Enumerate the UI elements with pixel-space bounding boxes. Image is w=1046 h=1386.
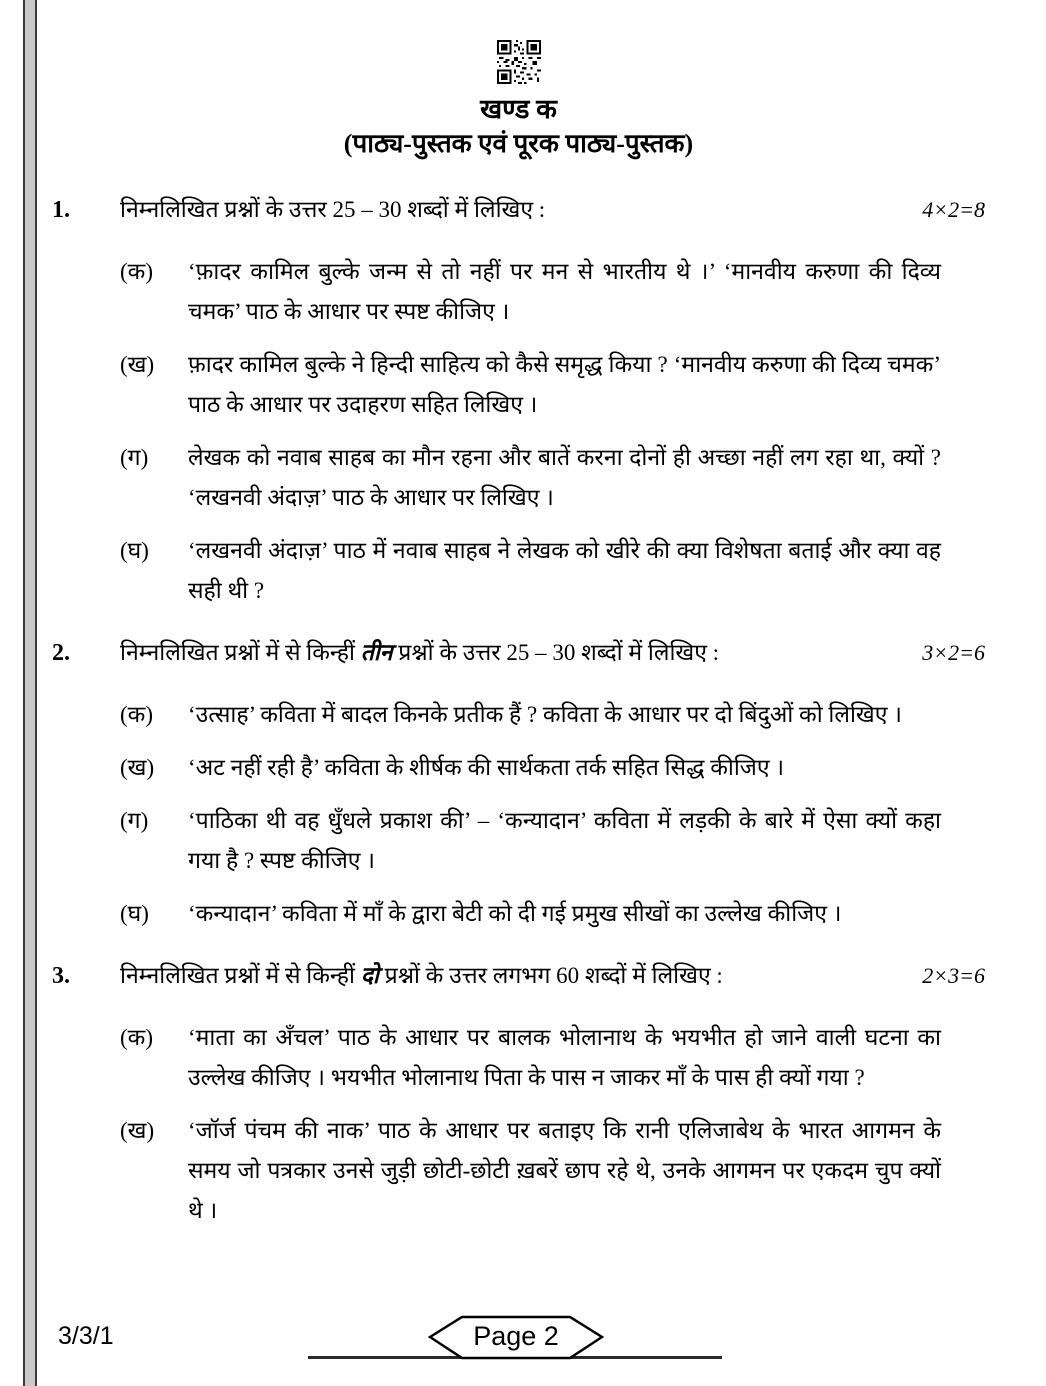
question-3-header [52, 956, 985, 996]
page-number-badge [428, 1314, 604, 1362]
part-text: ‘लखनवी अंदाज़’ पाठ में नवाब साहब ने लेखक को खीरे की क्या विशेषता बताई और क्या वह सही थी ? [188, 538, 941, 603]
question-marks: 3×2=6 [922, 640, 985, 665]
section-subtitle: (पाठ्य-पुस्तक एवं पूरक पाठ्य-पुस्तक) [343, 129, 694, 158]
part-text: ‘जॉर्ज पंचम की नाक’ पाठ के आधार पर बताइए कि रानी एलिजाबेथ के भारत आगमन के समय जो पत्रकार उनसे जुड़ी छोटी-छोटी ख़बरें छाप रहे थे, उनके आगमन पर एकदम चुप क्यों थे । [188, 1118, 941, 1223]
part-text: लेखक को नवाब साहब का मौन रहना और बातें करना दोनों ही अच्छा नहीं लग रहा था, क्यों ? ‘लखनवी अंदाज़’ पाठ के आधार पर लिखिए । [188, 445, 941, 510]
question-text [120, 190, 910, 230]
question-part [120, 748, 985, 788]
part-text: ‘पाठिका थी वह धुँधले प्रकाश की’ – ‘कन्यादान’ कविता में लड़की के बारे में ऐसा क्यों कहा गया है ? स्पष्ट कीजिए । [188, 808, 941, 873]
question-text-emphasis: तीन [360, 640, 393, 665]
part-label: (ग) [120, 445, 149, 470]
part-label: (घ) [120, 538, 149, 563]
question-part [120, 531, 985, 611]
question-1-parts [52, 252, 985, 611]
part-text: ‘उत्साह’ कविता में बादल किनके प्रतीक हैं ? कविता के आधार पर दो बिंदुओं को लिखिए । [188, 702, 902, 727]
question-3 [52, 956, 985, 1231]
question-number: 3. [52, 963, 70, 989]
question-1-header [52, 190, 985, 230]
question-part [120, 252, 985, 332]
part-label: (क) [120, 1025, 153, 1050]
question-marks: 4×2=8 [922, 197, 985, 222]
question-number: 1. [52, 197, 70, 223]
part-text: ‘अट नहीं रही है’ कविता के शीर्षक की सार्थकता तर्क सहित सिद्ध कीजिए । [188, 755, 785, 780]
part-text: ‘माता का अँचल’ पाठ के आधार पर बालक भोलानाथ के भयभीत हो जाने वाली घटना का उल्लेख कीजिए । भयभीत भोलानाथ पिता के पास न जाकर माँ के पास ही क्यों गया ? [188, 1025, 941, 1090]
question-part [120, 695, 985, 735]
part-text: फ़ादर कामिल बुल्के ने हिन्दी साहित्य को कैसे समृद्ध किया ? ‘मानवीय करुणा की दिव्य चमक’ पाठ के आधार पर उदाहरण सहित लिखिए । [188, 352, 941, 417]
question-part [120, 801, 985, 881]
page-number-label: Page 2 [473, 1321, 559, 1351]
question-2-header [52, 633, 985, 673]
question-text-after: प्रश्नों के उत्तर 25 – 30 शब्दों में लिखिए : [398, 640, 720, 665]
question-text-before: निम्नलिखित प्रश्नों के उत्तर 25 – 30 शब्दों में लिखिए : [120, 197, 546, 222]
question-2-parts [52, 695, 985, 934]
part-label: (क) [120, 259, 153, 284]
question-text-before: निम्नलिखित प्रश्नों में से किन्हीं [120, 640, 355, 665]
part-text: ‘फ़ादर कामिल बुल्के जन्म से तो नहीं पर मन से भारतीय थे ।’ ‘मानवीय करुणा की दिव्य चमक’ पाठ के आधार पर स्पष्ट कीजिए । [188, 259, 941, 324]
question-part [120, 1018, 985, 1098]
question-text-before: निम्नलिखित प्रश्नों में से किन्हीं [120, 963, 355, 988]
question-1 [52, 190, 985, 611]
part-label: (ख) [120, 352, 155, 377]
question-2 [52, 633, 985, 934]
question-text [120, 633, 910, 673]
question-part [120, 345, 985, 425]
section-title: खण्ड क [480, 94, 557, 124]
qr-code-icon [52, 40, 985, 86]
paper-code: 3/3/1 [58, 1322, 114, 1350]
part-label: (ख) [120, 755, 155, 780]
part-label: (ख) [120, 1118, 155, 1143]
question-part [120, 438, 985, 518]
question-part [120, 894, 985, 934]
question-text-after: प्रश्नों के उत्तर लगभग 60 शब्दों में लिखिए : [384, 963, 723, 988]
question-text [120, 956, 910, 996]
question-number: 2. [52, 640, 70, 666]
question-3-parts [52, 1018, 985, 1231]
question-text-emphasis: दो [360, 963, 379, 988]
part-label: (ग) [120, 808, 149, 833]
part-text: ‘कन्यादान’ कविता में माँ के द्वारा बेटी को दी गई प्रमुख सीखों का उल्लेख कीजिए । [188, 901, 842, 926]
question-part [120, 1111, 985, 1231]
question-marks: 2×3=6 [922, 963, 985, 988]
part-label: (क) [120, 702, 153, 727]
part-label: (घ) [120, 901, 149, 926]
